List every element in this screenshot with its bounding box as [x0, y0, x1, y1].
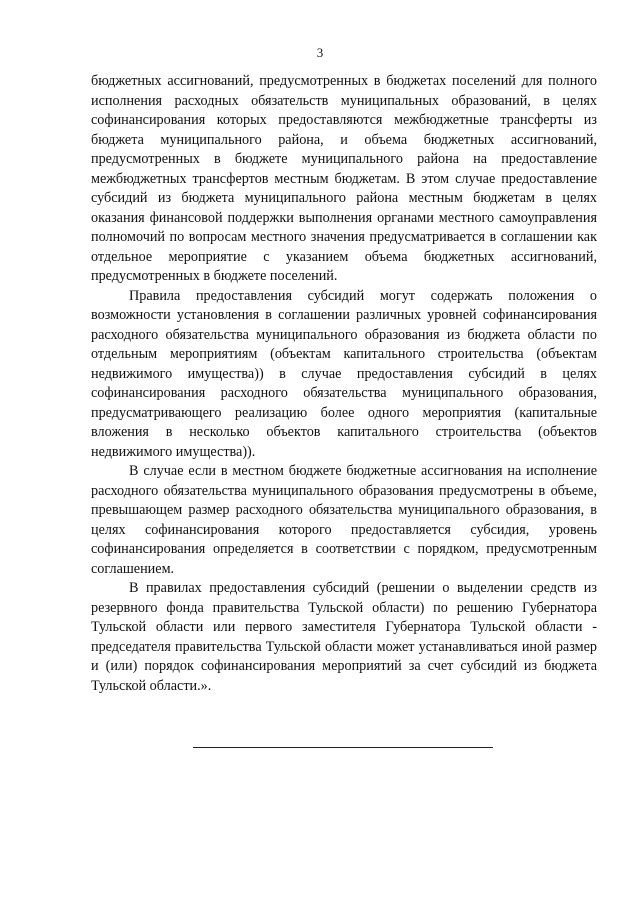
paragraph-3: В случае если в местном бюджете бюджетные ассигнования на исполнение расходного обязательства муниципального образования предусмотрены в объеме, превышающем размер расходного обязательства муниципального образования, в целях софинансирования которого предоставляется субсидия, уровень софинансирования определяется в соответствии с порядком, предусмотренным соглашением. [91, 463, 597, 577]
paragraph-4: В правилах предоставления субсидий (решении о выделении средств из резервного фонда правительства Тульской области) по решению Губернатора Тульской области или первого заместителя Губернатора Тульской области - председателя правительства Тульской области может устанавливаться иной размер и (или) порядок софинансирования мероприятий за счет субсидий из бюджета Тульской области.». [91, 580, 597, 694]
end-divider-line [193, 747, 493, 748]
paragraph-1: бюджетных ассигнований, предусмотренных в бюджетах поселений для полного исполнения расходных обязательств муниципальных образований, в целях софинансирования которых предоставляются межбюджетные трансферты из бюджета муниципального района, и объема бюджетных ассигнований, предусмотренных в бюджете муниципального района на предоставление межбюджетных трансфертов местным бюджетам. В этом случае предоставление субсидий из бюджета муниципального района местным бюджетам в целях оказания финансовой поддержки выполнения органами местного самоуправления полномочий по вопросам местного значения предусматривается в соглашении как отдельное мероприятие с указанием объема бюджетных ассигнований, предусмотренных в бюджете поселений. [91, 73, 597, 284]
document-body [91, 72, 597, 696]
page-number: 3 [316, 45, 324, 60]
paragraph-2: Правила предоставления субсидий могут содержать положения о возможности установления в соглашении различных уровней софинансирования расходного обязательства муниципального образования из бюджета области по отдельным мероприятиям (объектам капитального строительства (объектам недвижимого имущества)) в случае предоставления субсидий в целях софинансирования расходного обязательства муниципального образования, предусматривающего реализацию более одного мероприятия (капитальные вложения в несколько объектов капитального строительства (объектов недвижимого имущества)). [91, 287, 597, 460]
